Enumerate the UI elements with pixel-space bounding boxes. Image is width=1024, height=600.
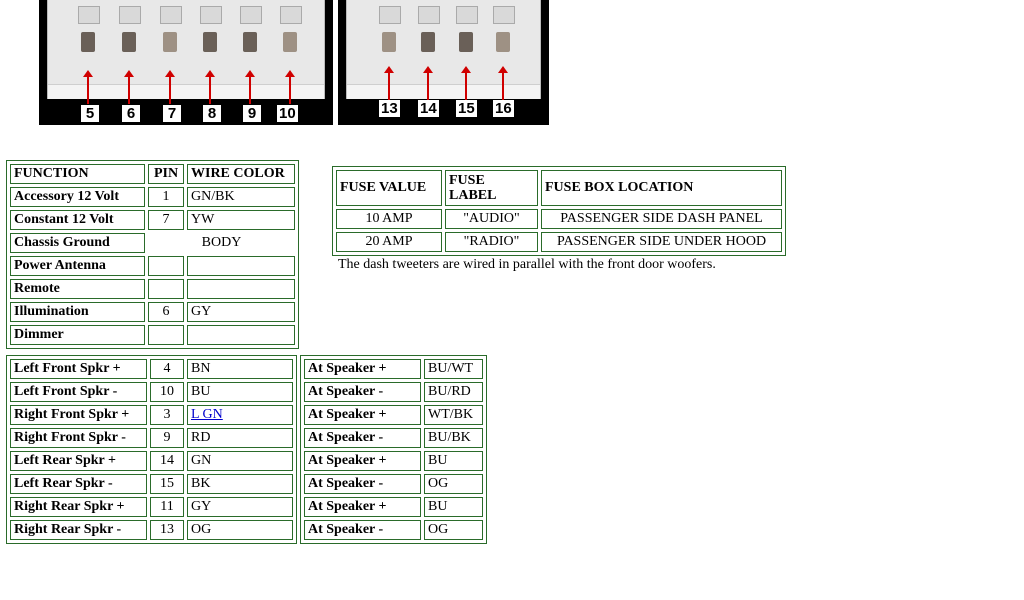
table-row — [336, 209, 782, 229]
pin-cell: 4 — [150, 359, 184, 379]
merged-wire-cell: BODY — [201, 235, 242, 250]
pin-cell: 14 — [150, 451, 184, 471]
pin-slot — [239, 6, 261, 62]
table-row — [304, 428, 483, 448]
pin-slot — [455, 6, 477, 62]
function-cell: Remote — [10, 279, 145, 299]
red-arrow-icon — [128, 76, 130, 104]
table-row — [10, 325, 295, 345]
at-speaker-cell: At Speaker + — [304, 359, 421, 379]
table-row — [10, 256, 295, 276]
connector-photo-right — [338, 0, 549, 125]
table-row — [10, 497, 293, 517]
fuse-label-cell: "RADIO" — [445, 232, 538, 252]
pin-number-label: 13 — [381, 100, 398, 117]
table-row — [10, 210, 295, 230]
wire-color-cell: GN/BK — [187, 187, 295, 207]
speaker-name-cell: Right Front Spkr + — [10, 405, 147, 425]
table-row — [304, 520, 483, 540]
speaker-name-cell: Left Front Spkr - — [10, 382, 147, 402]
function-cell: Constant 12 Volt — [10, 210, 145, 230]
table-row — [10, 302, 295, 322]
pin-number-label: 16 — [495, 100, 512, 117]
red-arrow-icon — [388, 72, 390, 100]
table-row — [304, 405, 483, 425]
pin-slot — [118, 6, 140, 62]
table-header-row — [336, 170, 782, 206]
function-cell: Dimmer — [10, 325, 145, 345]
pin-slot — [279, 6, 301, 62]
table-row — [304, 382, 483, 402]
red-arrow-icon — [87, 76, 89, 104]
column-header-fuse-box-location: FUSE BOX LOCATION — [541, 170, 782, 206]
tweeter-note: The dash tweeters are wired in parallel with the front door woofers. — [338, 257, 716, 272]
column-header-fuse-label: FUSE LABEL — [445, 170, 538, 206]
table-row — [10, 359, 293, 379]
fuse-value-cell: 20 AMP — [336, 232, 442, 252]
function-cell: Accessory 12 Volt — [10, 187, 145, 207]
wire-color-cell — [187, 279, 295, 299]
table-row — [304, 497, 483, 517]
table-row — [10, 520, 293, 540]
speaker-name-cell: Left Rear Spkr - — [10, 474, 147, 494]
wire-color-cell — [187, 405, 293, 425]
pin-slot — [77, 6, 99, 62]
pin-cell — [148, 256, 184, 276]
connector-photo-left — [39, 0, 333, 125]
column-header-pin: PIN — [148, 164, 184, 184]
pin-cell: 6 — [148, 302, 184, 322]
at-speaker-table — [300, 355, 487, 544]
column-header-function: FUNCTION — [10, 164, 145, 184]
pin-cell: 3 — [150, 405, 184, 425]
wire-color-cell: GY — [187, 302, 295, 322]
wire-color-cell: BU — [187, 382, 293, 402]
wire-color-cell: RD — [187, 428, 293, 448]
wire-color-cell: GY — [187, 497, 293, 517]
table-row — [10, 187, 295, 207]
at-speaker-cell: At Speaker - — [304, 520, 421, 540]
wire-color-cell: BN — [187, 359, 293, 379]
pin-slot — [417, 6, 439, 62]
pin-cell — [148, 279, 184, 299]
pin-number-label: 5 — [81, 105, 99, 122]
table-row — [10, 428, 293, 448]
pin-number-label: 15 — [458, 100, 475, 117]
fuse-location-cell: PASSENGER SIDE UNDER HOOD — [541, 232, 782, 252]
red-arrow-icon — [427, 72, 429, 100]
table-row — [10, 474, 293, 494]
function-cell: Illumination — [10, 302, 145, 322]
speaker-name-cell: Left Front Spkr + — [10, 359, 147, 379]
wire-color-link[interactable]: L GN — [191, 407, 223, 422]
at-speaker-cell: At Speaker - — [304, 428, 421, 448]
pin-cell: 11 — [150, 497, 184, 517]
speaker-name-cell: Right Front Spkr - — [10, 428, 147, 448]
pin-number-label: 14 — [420, 100, 437, 117]
table-row — [10, 279, 295, 299]
speaker-name-cell: Left Rear Spkr + — [10, 451, 147, 471]
red-arrow-icon — [169, 76, 171, 104]
function-cell: Chassis Ground — [10, 233, 145, 253]
table-row — [10, 382, 293, 402]
speaker-pin-table — [6, 355, 297, 544]
fuse-location-cell: PASSENGER SIDE DASH PANEL — [541, 209, 782, 229]
pin-slot — [378, 6, 400, 62]
wire-color-cell: BK — [187, 474, 293, 494]
wire-color-cell: WT/BK — [424, 405, 483, 425]
wire-color-cell: OG — [424, 520, 483, 540]
red-arrow-icon — [289, 76, 291, 104]
table-header-row — [10, 164, 295, 184]
table-row — [10, 451, 293, 471]
wire-color-cell: GN — [187, 451, 293, 471]
wire-color-cell: BU — [424, 497, 483, 517]
at-speaker-cell: At Speaker - — [304, 382, 421, 402]
pin-number-label: 6 — [122, 105, 140, 122]
table-row — [10, 233, 295, 253]
pin-cell: 1 — [148, 187, 184, 207]
wire-color-cell: BU/RD — [424, 382, 483, 402]
table-row — [304, 451, 483, 471]
pin-number-label: 9 — [243, 105, 261, 122]
fuse-label-cell: "AUDIO" — [445, 209, 538, 229]
pin-cell: 15 — [150, 474, 184, 494]
pin-number-label: 7 — [163, 105, 181, 122]
wire-color-cell: OG — [424, 474, 483, 494]
pin-slot — [199, 6, 221, 62]
speaker-name-cell: Right Rear Spkr + — [10, 497, 147, 517]
wire-color-cell: YW — [187, 210, 295, 230]
table-row — [304, 474, 483, 494]
wire-color-cell: BU — [424, 451, 483, 471]
function-cell: Power Antenna — [10, 256, 145, 276]
wire-color-cell — [187, 325, 295, 345]
at-speaker-cell: At Speaker + — [304, 497, 421, 517]
at-speaker-cell: At Speaker + — [304, 451, 421, 471]
red-arrow-icon — [502, 72, 504, 100]
column-header-wire-color: WIRE COLOR — [187, 164, 295, 184]
speaker-name-cell: Right Rear Spkr - — [10, 520, 147, 540]
at-speaker-cell: At Speaker + — [304, 405, 421, 425]
at-speaker-cell: At Speaker - — [304, 474, 421, 494]
wire-color-cell — [187, 256, 295, 276]
table-row — [10, 405, 293, 425]
pin-cell: 7 — [148, 210, 184, 230]
table-row — [304, 359, 483, 379]
red-arrow-icon — [209, 76, 211, 104]
wire-color-cell: BU/WT — [424, 359, 483, 379]
wire-color-cell: BU/BK — [424, 428, 483, 448]
fuse-table — [332, 166, 786, 256]
red-arrow-icon — [249, 76, 251, 104]
pin-cell: 13 — [150, 520, 184, 540]
column-header-fuse-value: FUSE VALUE — [336, 170, 442, 206]
function-pin-table — [6, 160, 299, 349]
table-row — [336, 232, 782, 252]
fuse-value-cell: 10 AMP — [336, 209, 442, 229]
pin-cell: 10 — [150, 382, 184, 402]
pin-number-label: 10 — [279, 105, 296, 122]
pin-slot — [492, 6, 514, 62]
pin-cell: 9 — [150, 428, 184, 448]
pin-slot — [159, 6, 181, 62]
pin-cell — [148, 325, 184, 345]
pin-number-label: 8 — [203, 105, 221, 122]
red-arrow-icon — [465, 72, 467, 100]
wire-color-cell: OG — [187, 520, 293, 540]
